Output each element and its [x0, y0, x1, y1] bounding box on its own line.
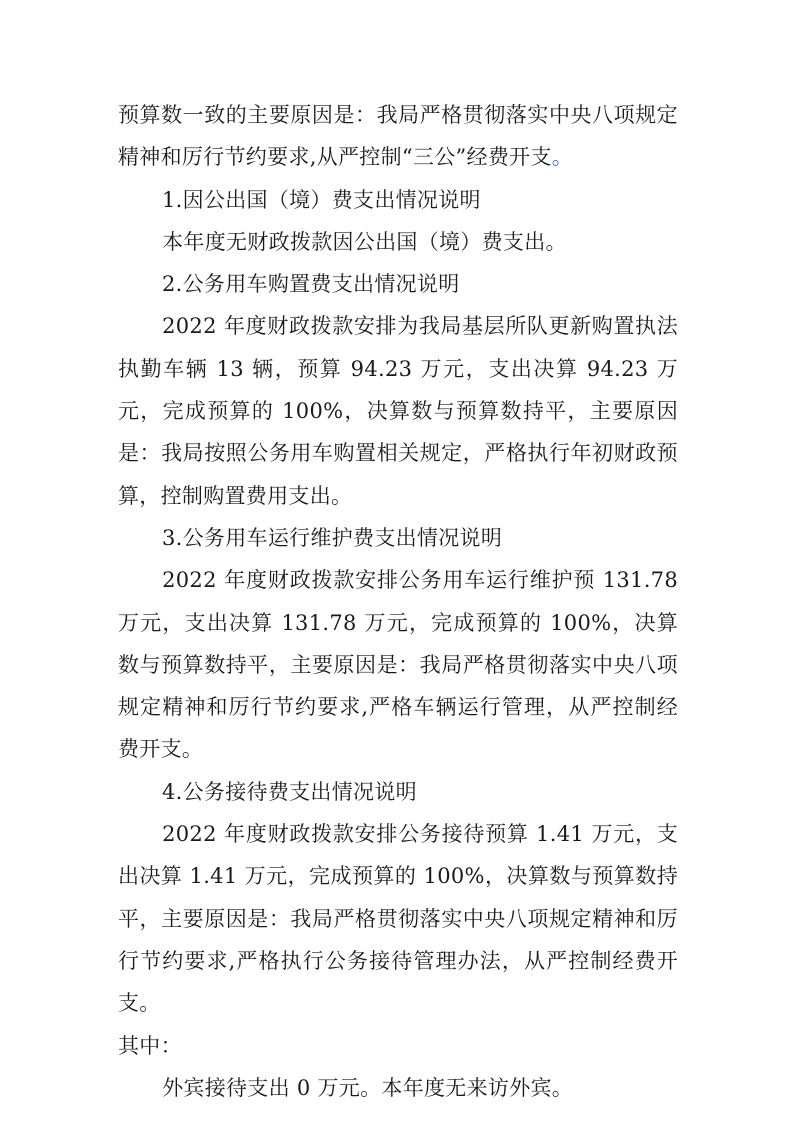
section-4-trailing: 其中： — [118, 1033, 182, 1058]
section-1-paragraph: 本年度无财政拨款因公出国（境）费支出。 — [162, 229, 567, 254]
section-4-after: 外宾接待支出 0 万元。本年度无来访外宾。 — [162, 1075, 574, 1100]
intro-end-mark: 。 — [551, 145, 574, 170]
section-heading-3: 3.公务用车运行维护费支出情况说明 — [162, 525, 503, 550]
intro-text: 预算数一致的主要原因是：我局严格贯彻落实中央八项规定精神和厉行节约要求,从严控制“三公”经费开支 — [118, 103, 678, 170]
section-4-paragraph: 2022 年度财政拨款安排公务接待预算 1.41 万元，支出决算 1.41 万元，完成预算的 100%，决算数与预算数持平，主要原因是：我局严格贯彻落实中央八项规定精神和厉行节约要求,严格执行公务接待管理办法，从严控制经费开支。 — [118, 822, 678, 1016]
section-3-paragraph: 2022 年度财政拨款安排公务用车运行维护预 131.78 万元，支出决算 131.78 万元，完成预算的 100%，决算数与预算数持平，主要原因是：我局严格贯彻落实中央八项规定精神和厉行节约要求,严格车辆运行管理，从严控制经费开支。 — [118, 568, 678, 762]
section-heading-1: 1.因公出国（境）费支出情况说明 — [162, 187, 481, 212]
section-heading-4: 4.公务接待费支出情况说明 — [162, 779, 417, 804]
section-heading-2: 2.公务用车购置费支出情况说明 — [162, 272, 460, 297]
intro-paragraph — [118, 94, 678, 179]
section-2-paragraph: 2022 年度财政拨款安排为我局基层所队更新购置执法执勤车辆 13 辆，预算 94.23 万元，支出决算 94.23 万元，完成预算的 100%，决算数与预算数持平，主要原因是：我局按照公务用车购置相关规定，严格执行年初财政预算，控制购置费用支出。 — [118, 314, 678, 508]
document-body — [118, 94, 678, 1109]
